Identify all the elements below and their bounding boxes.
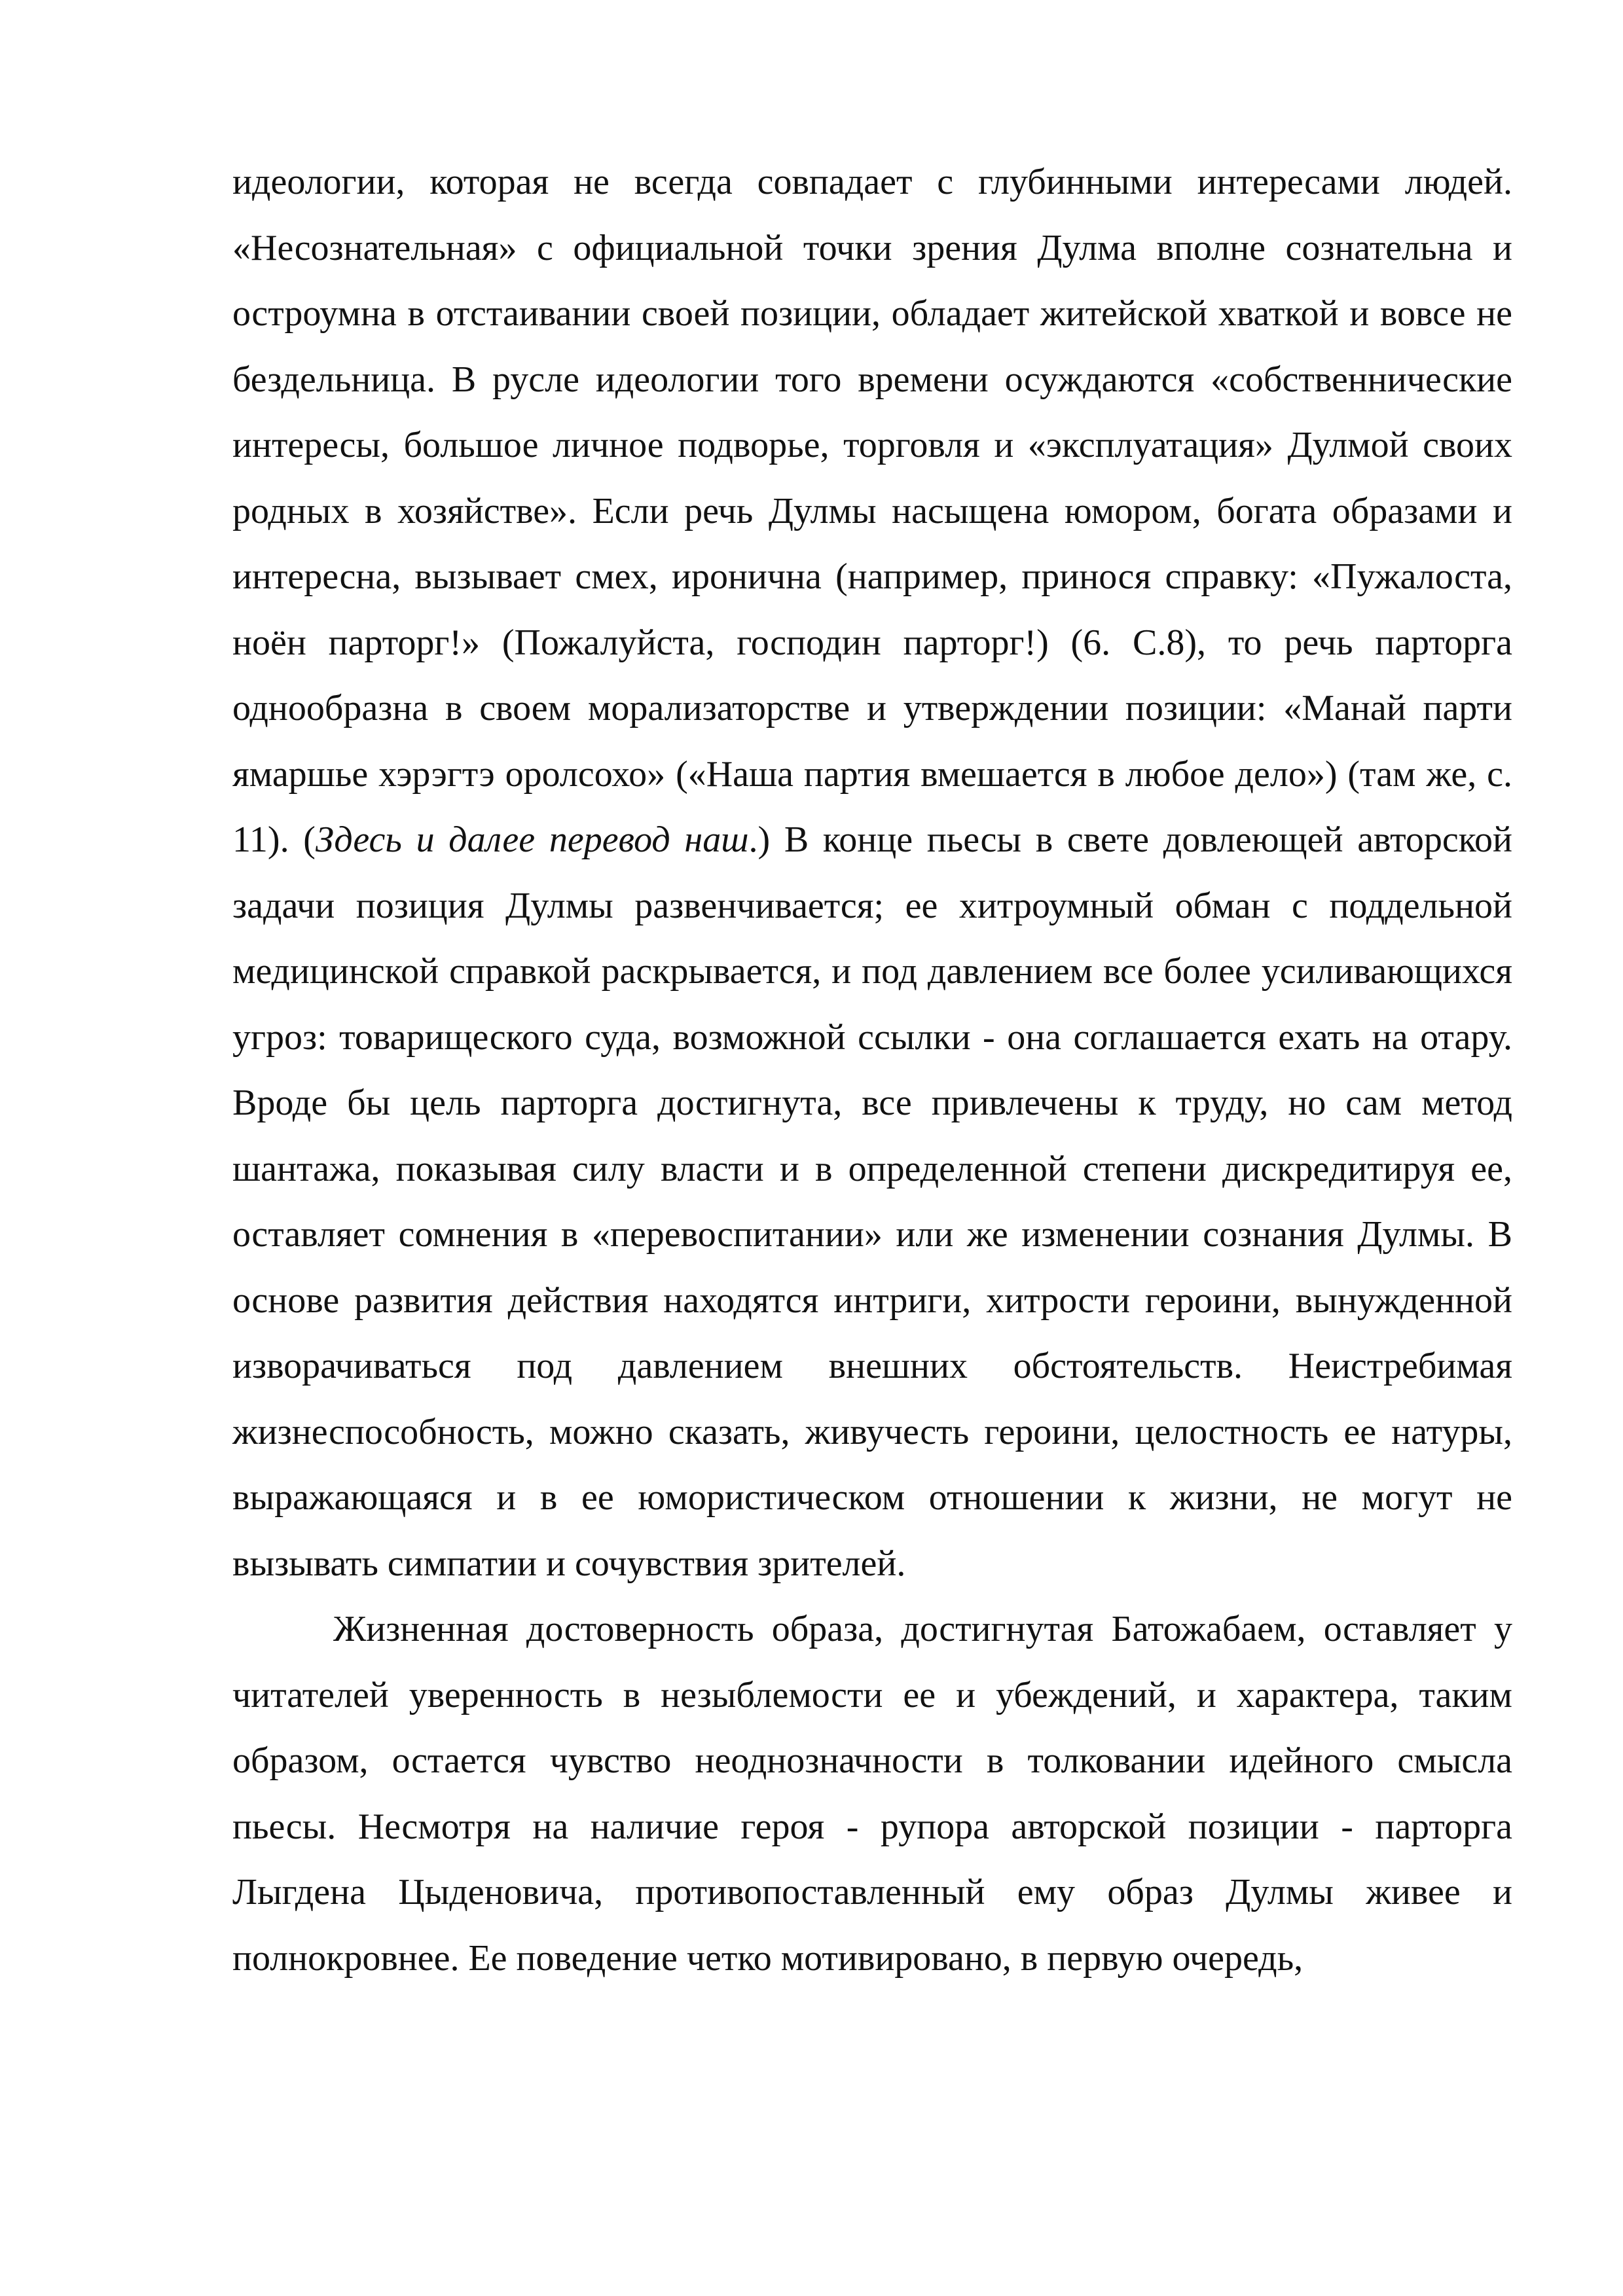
paragraph [232,149,1512,1596]
body-text [232,149,1512,1991]
paragraph [232,1596,1512,1991]
paragraph-text: .) В конце пьесы в свете довлеющей авторской задачи позиция Дулмы развенчивается; ее хитроумный обман с поддельной медицинской справкой раскрывается, и под давлением все более усиливающихся угроз: товарищеского суда, возможной ссылки - она соглашается ехать на отару. Вроде бы цель парторга достигнута, все привлечены к труду, но сам метод шантажа, показывая силу власти и в определенной степени дискредитируя ее, оставляет сомнения в «перевоспитании» или же изменении сознания Дулмы. В основе развития действия находятся интриги, хитрости героини, вынужденной изворачиваться под давлением внешних обстоятельств. Неистребимая жизнеспособность, можно сказать, живучесть героини, целостность ее натуры, выражающаяся и в ее юмористическом отношении к жизни, не могут не вызывать симпатии и сочувствия зрителей. [232,819,1513,1584]
italic-note: Здесь и далее перевод наш [315,819,749,860]
paragraph-text: Жизненная достоверность образа, достигнутая Батожабаем, оставляет у читателей уверенность в незыблемости ее и убеждений, и характера, таким образом, остается чувство неоднозначности в толковании идейного смысла пьесы. Несмотря на наличие героя - рупора авторской позиции - парторга Лыгдена Цыденовича, противопоставленный ему образ Дулмы живее и полнокровнее. Ее поведение четко мотивировано, в первую очередь, [232,1609,1512,1979]
paragraph-text: идеологии, которая не всегда совпадает с глубинными интересами людей. «Несознательная» с официальной точки зрения Дулма вполне сознательна и остроумна в отстаивании своей позиции, обладает житейской хваткой и вовсе не бездельница. В русле идеологии того времени осуждаются «собственнические интересы, большое личное подворье, торговля и «эксплуатация» Дулмой своих родных в хозяйстве». Если речь Дулмы насыщена юмором, богата образами и интересна, вызывает смех, иронична (например, принося справку: «Пужалоста, ноён парторг!» (Пожалуйста, господин парторг!) (6. С.8), то речь парторга однообразна в своем морализаторстве и утверждении позиции: «Манай парти ямаршье хэрэгтэ оролсохо» («Наша партия вмешается в любое дело») (там же, с. 11). ( [232,162,1512,860]
